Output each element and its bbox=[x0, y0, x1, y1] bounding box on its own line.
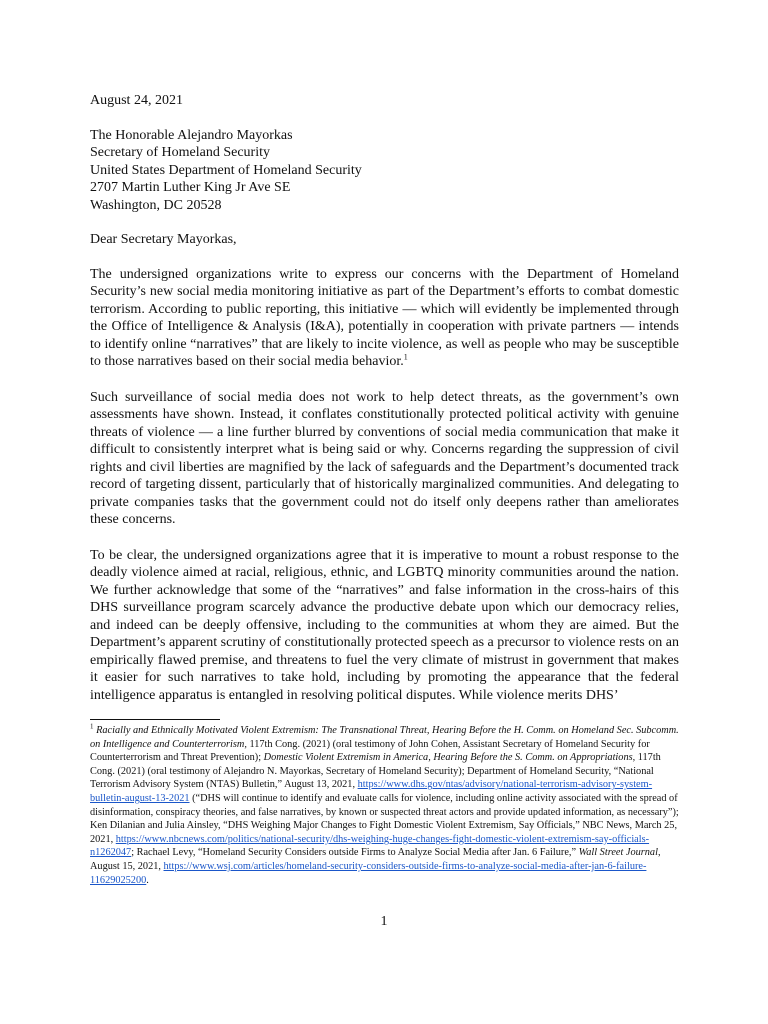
address-line: The Honorable Alejandro Mayorkas bbox=[90, 127, 293, 143]
footnote-text: ; Rachael Levy, “Homeland Security Considers outside Firms to Analyze Social Media after Jan. 6 Failure,” bbox=[131, 847, 579, 859]
paragraph-2: Such surveillance of social media does not work to help detect threats, as the government’s own assessments have shown. Instead, it conflates constitutionally protected political activity with genuine threats of violence — a line further blurred by conventions of social media communication that make it difficult to consistently interpret what is being said or why. Concerns regarding the suppression of civil rights and civil liberties are magnified by the lack of safeguards and the Department’s documented track record of targeting dissent, particularly that of historically marginalized communities. And delegating to private companies tasks that the government could not do itself only deepens rather than ameliorates these concerns. bbox=[90, 389, 679, 527]
address-line: Secretary of Homeland Security bbox=[90, 145, 270, 160]
footnote-citation-title: Domestic Violent Extremism in America, Hearing Before the S. Comm. on Appropriations, bbox=[263, 752, 636, 764]
salutation: Dear Secretary Mayorkas, bbox=[90, 232, 237, 247]
address-line: Washington, DC 20528 bbox=[90, 197, 222, 213]
footnote-link-dhs[interactable]: https://www.dhs.gov/ntas/advisory/national-terrorism-advisory-system-bulletin-august-13-2021 bbox=[90, 779, 653, 804]
footnote-text: , August 15, 2021, bbox=[90, 847, 661, 872]
paragraph-1-text: The undersigned organizations write to express our concerns with the Department of Homeland Security’s new social media monitoring initiative as part of the Department’s efforts to combat domestic terrorism. According to public reporting, this initiative — which will evidently be implemented through the Office of Intelligence & Analysis (I&A), potentially in cooperation with private partners — intends to identify online “narratives” that are likely to incite violence, as well as people who may be susceptible to those narratives based on their social media behavior. bbox=[90, 266, 679, 369]
address-line: 2707 Martin Luther King Jr Ave SE bbox=[90, 180, 291, 195]
footnote-text: 117th Cong. (2021) (oral testimony of Alejandro N. Mayorkas, Secretary of Homeland Security); Department of Homeland Security, “National Terrorism Advisory System (NTAS) Bulletin,” August 13, 2021, bbox=[90, 752, 661, 791]
footnote-number: 1 bbox=[90, 722, 94, 731]
footnote-link-nbc[interactable]: https://www.nbcnews.com/politics/national-security/dhs-weighing-huge-changes-fight-domestic-violent-extremism-say-officials-n1262047 bbox=[90, 833, 650, 859]
letter-body bbox=[90, 92, 679, 722]
letter-date: August 24, 2021 bbox=[90, 93, 183, 108]
footnote-1 bbox=[90, 724, 679, 887]
recipient-address bbox=[90, 127, 679, 215]
footnote-citation-title: Racially and Ethnically Motivated Violent Extremism: The Transnational Threat, Hearing Before the H. Comm. on Homeland Sec. Subcomm. on Intelligence and Counterterrorism, bbox=[90, 725, 679, 750]
address-line: United States Department of Homeland Security bbox=[90, 162, 362, 178]
footnote-link-wsj[interactable]: https://www.wsj.com/articles/homeland-security-considers-outside-firms-to-analyze-social-media-after-jan-6-failure-11629025200 bbox=[90, 860, 647, 886]
paragraph-1 bbox=[90, 266, 679, 371]
footnote-text: . bbox=[146, 874, 149, 886]
footnote-text: (“DHS will continue to identify and evaluate calls for violence, including online activity associated with the spread of disinformation, conspiracy theories, and false narratives, by known or suspected threat actors and provide updated information, as necessary”); Ken Dilanian and Julia Ainsley, “DHS Weighing Major Changes to Fight Domestic Violent Extremism, Say Officials,” NBC News, March 25, 2021, bbox=[90, 792, 679, 845]
footnote-divider bbox=[90, 719, 220, 720]
page-number: 1 bbox=[380, 914, 388, 929]
footnote-reference[interactable]: 1 bbox=[403, 352, 408, 362]
paragraph-3: To be clear, the undersigned organizations agree that it is imperative to mount a robust response to the deadly violence aimed at racial, religious, ethnic, and LGBTQ minority communities around the nation. We further acknowledge that some of the “narratives” and false information in the cross-hairs of this DHS surveillance program scarcely advance the productive debate upon which our democracy relies, and indeed can be deeply offensive, including to the communities at whom they are aimed. But the Department’s apparent scrutiny of constitutionally protected speech as a precursor to violence rests on an empirically flawed premise, and threatens to fuel the very climate of mistrust in government that makes it easier for such narratives to take hold, including by promoting the appearance that the federal intelligence apparatus is entangled in resolving political disputes. While violence merits DHS’ bbox=[90, 547, 679, 703]
footnote-publication: Wall Street Journal bbox=[578, 847, 658, 859]
footnote-text: 117th Cong. (2021) (oral testimony of John Cohen, Assistant Secretary of Homeland Security for Counterterrorism and Threat Prevention); bbox=[90, 738, 650, 764]
